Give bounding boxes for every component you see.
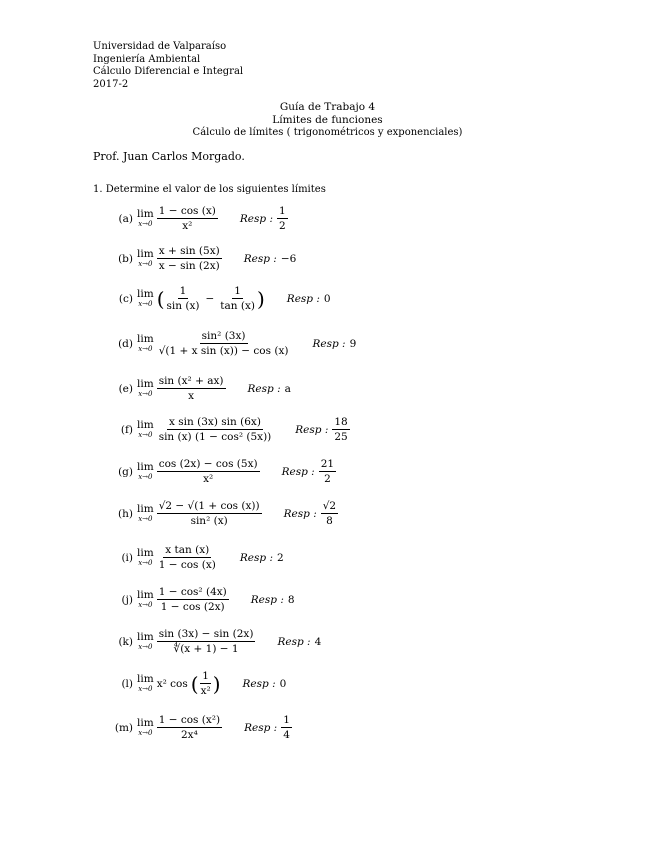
item-label: (c) [118, 292, 133, 305]
item-label: (b) [118, 252, 133, 265]
expression-prefix: x² cos [156, 677, 188, 690]
exercise-g [107, 458, 336, 485]
fraction: $\frac{\cos (2x) - \cos (5x)}{\text{x²}}$ [158, 458, 258, 485]
limit-operator: lim x→0 [137, 589, 154, 609]
guide-title: Guía de Trabajo 4 [279, 101, 376, 113]
item-label: (g) [118, 465, 133, 478]
answer: Resp : 2 [239, 551, 284, 564]
fraction: $\frac{1}{\text{x²}}$ [200, 670, 211, 697]
limit-operator: lim x→0 [137, 631, 154, 651]
exercise-h [107, 500, 338, 527]
item-label: (i) [121, 551, 133, 564]
exercise-a [107, 205, 288, 232]
item-label: (f) [120, 423, 133, 436]
exercise-d [107, 330, 356, 357]
fraction: $\frac{1 - \cos (x)}{\text{x²}}$ [158, 205, 216, 232]
fraction: $\frac{\text{1 − cos (x²)}}{\text{2x⁴}}$ [158, 714, 221, 741]
exercise-k [107, 628, 321, 655]
limit-operator: lim x→0 [137, 419, 154, 439]
fraction: $\frac{1}{\sin (x)}$ [166, 285, 200, 312]
exercise-m [107, 714, 292, 741]
university-name: Universidad de Valparaíso [93, 41, 227, 52]
answer: Resp : 4 [277, 635, 322, 648]
exercise-c: (c) lim x→0 ( $\frac{1}{\sin (x)}$ − $\frac{1}{\tan (x)}$ ) Resp : 0 [107, 285, 331, 312]
answer: Resp : 9 [312, 337, 357, 350]
course-name: Cálculo Diferencial e Integral [93, 66, 244, 78]
exercise-e [107, 375, 291, 402]
item-label: (k) [118, 635, 133, 648]
limit-operator: lim x→0 [137, 333, 154, 353]
item-label: (l) [121, 677, 133, 690]
limit-operator: lim x→0 [137, 503, 154, 523]
fraction: $\frac{1}{\tan (x)}$ [220, 285, 255, 312]
item-label: (e) [118, 382, 133, 395]
limit-operator: lim x→0 [137, 673, 154, 693]
fraction: $\frac{\sin (3x) - \sin (2x)}{∜(x + 1) - 1}$ [158, 628, 254, 655]
fraction: $\frac{\text{1 − cos² (4x)}}{1 - \cos (2x)}$ [158, 586, 227, 613]
fraction: $\frac{x + \sin (5x)}{x - \sin (2x)}$ [158, 245, 220, 272]
answer: Resp : $\frac{21}{2}$ [281, 458, 335, 485]
fraction: $\frac{\text{x tan (x)}}{1 - \cos (x)}$ [158, 544, 216, 571]
exercise-j [107, 586, 295, 613]
answer: Resp : 0 [286, 292, 331, 305]
answer: Resp : $\frac{18}{25}$ [295, 416, 348, 443]
guide-topic: Cálculo de límites ( trigonométricos y exponenciales) [192, 127, 463, 138]
term: 2017-2 [93, 78, 129, 90]
item-label: (m) [114, 721, 133, 734]
limit-operator: lim x→0 [137, 461, 154, 481]
item-label: (h) [118, 507, 133, 520]
item-label: (j) [121, 593, 133, 606]
exercise-i [107, 544, 284, 571]
limit-operator: lim x→0 [137, 208, 154, 228]
answer: Resp : $\frac{1}{4}$ [244, 714, 290, 741]
answer: Resp : $\frac{√2}{8}$ [283, 500, 337, 527]
exercise-l: (l) lim x→0 x² cos ( $\frac{1}{\text{x²}}$ ) Resp : 0 [107, 670, 286, 697]
answer: Resp : 8 [250, 593, 295, 606]
item-label: (a) [118, 212, 133, 225]
fraction: $\frac{\text{x sin (3x) sin (6x)}}{\text{sin (x) (1 − cos² (5x))}}$ [158, 416, 272, 443]
fraction: $\frac{\text{sin² (3x)}}{\text{√(1 + x sin (x)) − cos (x)}}$ [158, 330, 289, 357]
answer: Resp : a [247, 382, 291, 395]
limit-operator: lim x→0 [137, 248, 154, 268]
fraction: $\frac{√2 - √(1 + \cos (x))}{\text{sin² (x)}}$ [158, 500, 260, 527]
limit-operator: lim x→0 [137, 717, 154, 737]
exercise-b [107, 245, 296, 272]
answer: Resp : −6 [243, 252, 297, 265]
program-name: Ingeniería Ambiental [93, 53, 201, 65]
guide-subtitle: Límites de funciones [272, 114, 383, 126]
document-header [93, 41, 243, 91]
limit-operator: lim x→0 [137, 547, 154, 567]
fraction: $\frac{\text{sin (x² + ax)}}{x}$ [158, 375, 224, 402]
item-label: (d) [118, 337, 133, 350]
answer: Resp : 0 [242, 677, 287, 690]
professor-name: Prof. Juan Carlos Morgado. [93, 150, 245, 163]
exercise-f [107, 416, 350, 443]
answer: Resp : $\frac{1}{2}$ [239, 205, 286, 232]
limit-operator: lim x→0 [137, 378, 154, 398]
limit-operator: lim x→0 [137, 288, 154, 308]
question-statement: 1. Determine el valor de los siguientes límites [93, 184, 326, 195]
